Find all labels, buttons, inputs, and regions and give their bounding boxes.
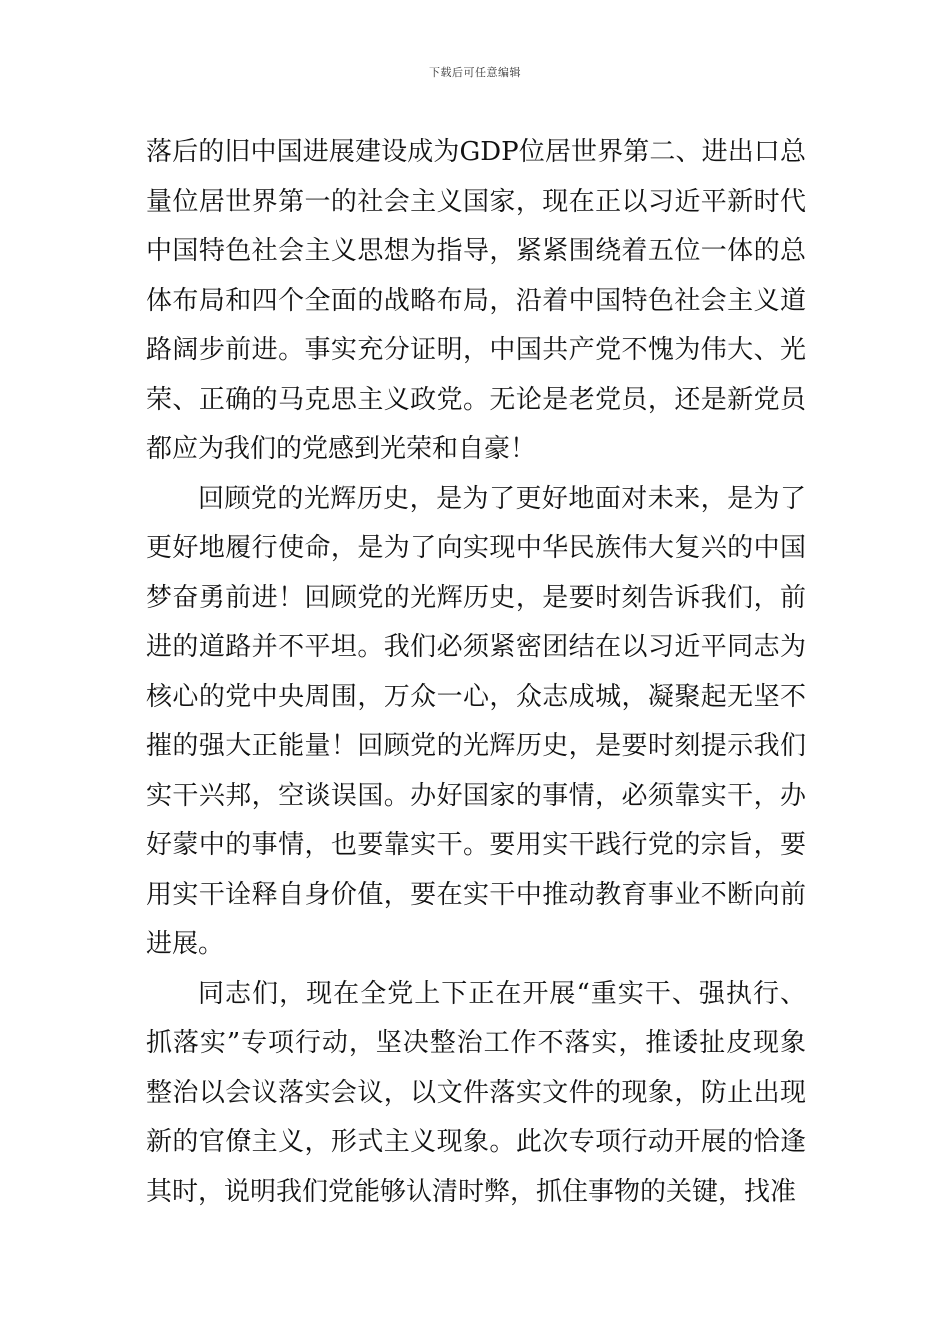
document-body: [146, 128, 806, 1217]
header-note: 下载后可任意编辑: [429, 66, 521, 79]
paragraph-party-history: 回顾党的光辉历史，是为了更好地面对未来，是为了更好地履行使命，是为了向实现中华民族伟大复兴的中国梦奋勇前进！回顾党的光辉历史，是要时刻告诉我们，前进的道路并不平坦。我们必须紧密团结在以习近平同志为核心的党中央周围，万众一心，众志成城，凝聚起无坚不摧的强大正能量！回顾党的光辉历史，是要时刻提示我们实干兴邦，空谈误国。办好国家的事情，必须靠实干，办好蒙中的事情，也要靠实干。要用实干践行党的宗旨，要用实干诠释自身价值，要在实干中推动教育事业不断向前进展。: [146, 483, 806, 959]
paragraph-continued: 落后的旧中国进展建设成为GDP位居世界第二、进出口总量位居世界第一的社会主义国家，现在正以习近平新时代中国特色社会主义思想为指导，紧紧围绕着五位一体的总体布局和四个全面的战略布局，沿着中国特色社会主义道路阔步前进。事实充分证明，中国共产党不愧为伟大、光荣、正确的马克思主义政党。无论是老党员，还是新党员都应为我们的党感到光荣和自豪！: [146, 137, 806, 464]
paragraph-special-action: 同志们，现在全党上下正在开展“重实干、强执行、抓落实”专项行动，坚决整治工作不落实，推诿扯皮现象整治以会议落实会议，以文件落实文件的现象，防止出现新的官僚主义，形式主义现象。此次专项行动开展的恰逢其时，说明我们党能够认清时弊，抓住事物的关键，找准: [146, 978, 806, 1207]
